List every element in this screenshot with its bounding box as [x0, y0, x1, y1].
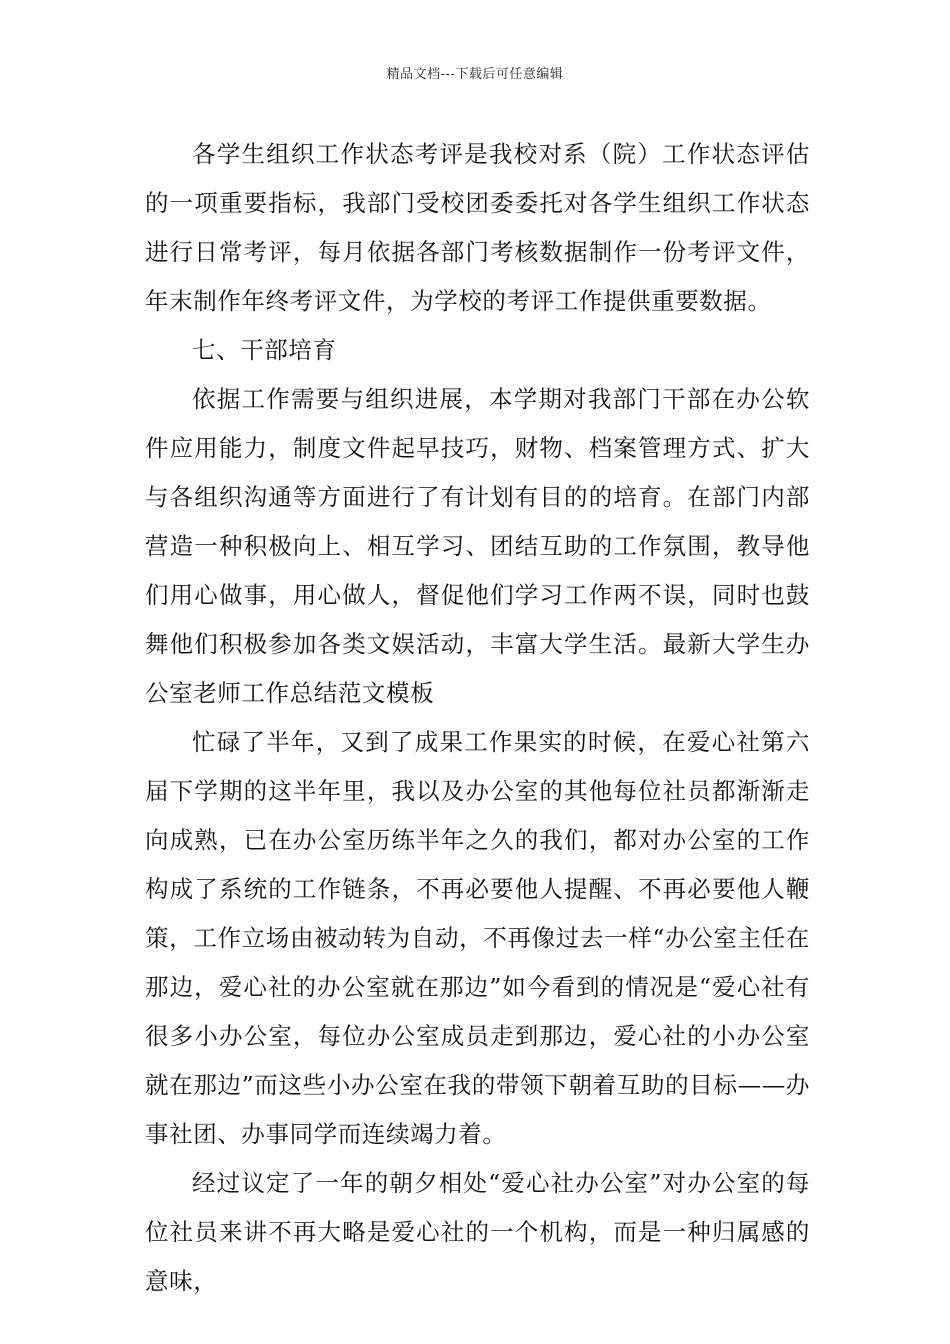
paragraph-evaluation: 各学生组织工作状态考评是我校对系（院）工作状态评估的一项重要指标，我部门受校团委委托对各学生组织工作状态进行日常考评，每月依据各部门考核数据制作一份考评文件，年末制作年终考评文件，为学校的考评工作提供重要数据。	[145, 140, 810, 315]
paragraph-cadre-training: 依据工作需要与组织进展，本学期对我部门干部在办公软件应用能力，制度文件起早技巧，财物、档案管理方式、扩大与各组织沟通等方面进行了有计划有目的的培育。在部门内部营造一种积极向上、相互学习、团结互助的工作氛围，教导他们用心做事，用心做人，督促他们学习工作两不误，同时也鼓舞他们积极参加各类文娱活动，丰富大学生活。最新大学生办公室老师工作总结范文模板	[145, 385, 810, 707]
paragraph-office-summary: 忙碌了半年，又到了成果工作果实的时候，在爱心社第六届下学期的这半年里，我以及办公室的其他每位社员都渐渐走向成熟，已在办公室历练半年之久的我们，都对办公室的工作构成了系统的工作链条，不再必要他人提醒、不再必要他人鞭策，工作立场由被动转为自动，不再像过去一样“办公室主任在那边，爱心社的办公室就在那边”如今看到的情况是“爱心社有很多小办公室，每位办公室成员走到那边，爱心社的小办公室就在那边”而这些小办公室在我的带领下朝着互助的目标——办事社团、办事同学而连续竭力着。	[145, 728, 810, 1148]
section-heading-cadre-training: 七、干部培育	[192, 336, 337, 364]
paragraph-belonging: 经过议定了一年的朝夕相处“爱心社办公室”对办公室的每位社员来讲不再大略是爱心社的一个机构，而是一种归属感的意味，	[145, 1169, 810, 1295]
document-body	[145, 130, 810, 1306]
page-header: 精品文档---下载后可任意编辑	[386, 67, 564, 82]
